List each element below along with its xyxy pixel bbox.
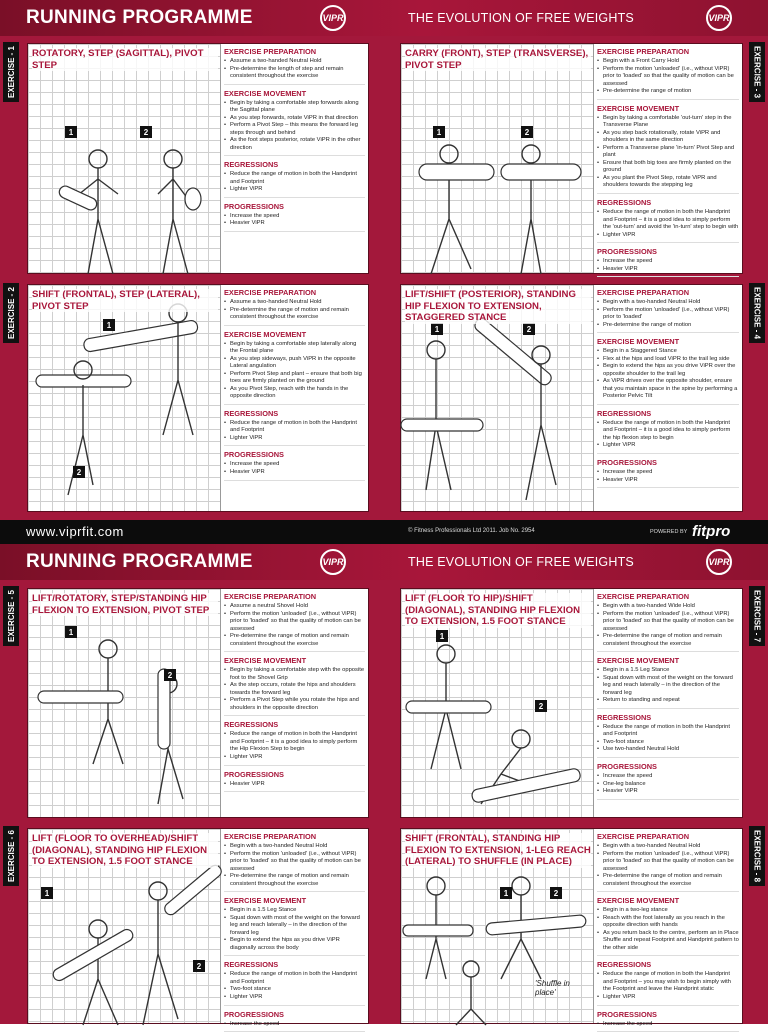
- progressions-list: [597, 1021, 739, 1032]
- list-item: • Assume a neutral Shovel Hold: [224, 603, 365, 611]
- regressions-list: [224, 731, 365, 765]
- step-number-badge: 1: [431, 323, 443, 335]
- movement-list: [597, 115, 739, 194]
- section-heading: REGRESSIONS: [224, 720, 365, 729]
- banner-title: RUNNING PROGRAMME: [26, 7, 253, 29]
- figure-illustration: [401, 44, 594, 275]
- list-item: • Reduce the range of motion in both the Handprint and Footprint – it is a good idea to simply perform the hip flexion step to begin: [597, 420, 739, 443]
- prep-list: [224, 603, 365, 652]
- regressions-list: [597, 971, 739, 1005]
- step-number-badge: 2: [550, 887, 562, 899]
- exercise-title: LIFT (FLOOR TO HIP)/SHIFT (DIAGONAL), STANDING HIP FLEXION TO EXTENSION, 1.5 FOOT STANCE: [405, 593, 591, 628]
- section-heading: EXERCISE MOVEMENT: [224, 656, 365, 665]
- list-item: • Increase the speed: [597, 773, 739, 781]
- exercise-info: [597, 591, 739, 815]
- list-item: • As the step occurs, rotate the hips and shoulders towards the forward leg: [224, 682, 365, 697]
- progressions-list: [224, 1021, 365, 1032]
- section-heading: REGRESSIONS: [597, 960, 739, 969]
- exercise-title: ROTATORY, STEP (SAGITTAL), PIVOT STEP: [32, 48, 218, 71]
- section-heading: PROGRESSIONS: [224, 202, 365, 211]
- regressions-list: [597, 420, 739, 454]
- list-item: • Pre-determine the range of motion and remain consistent throughout the exercise: [224, 633, 365, 648]
- regressions-list: [224, 420, 365, 447]
- list-item: • Reduce the range of motion in both the Handprint and Footprint: [597, 724, 739, 739]
- list-item: • Pre-determine the range of motion and remain consistent throughout the exercise: [224, 307, 365, 322]
- exercise-card-4: [400, 284, 743, 512]
- list-item: • Begin in a Staggered Stance: [597, 348, 739, 356]
- exercise-info: [224, 831, 365, 1021]
- vipr-logo-icon: VIPR: [706, 5, 732, 31]
- exercise-title: SHIFT (FRONTAL), STANDING HIP FLEXION TO EXTENSION, 1-LEG REACH (LATERAL) TO SHUFFLE (IN PLACE): [405, 833, 591, 868]
- movement-list: [597, 907, 739, 956]
- exercise-illustration: [28, 44, 221, 273]
- section-heading: EXERCISE MOVEMENT: [224, 89, 365, 98]
- exercise-side-tag: EXERCISE - 6: [3, 826, 19, 886]
- section-heading: EXERCISE PREPARATION: [597, 47, 739, 56]
- list-item: • Perform the motion 'unloaded' (i.e., without ViPR) prior to 'loaded' so that the quality of motion can be assessed: [597, 66, 739, 89]
- exercise-info: [224, 46, 365, 271]
- section-heading: REGRESSIONS: [224, 960, 365, 969]
- list-item: • Reduce the range of motion in both the Handprint and Footprint – it is a good idea to simply perform the Hip Flexion Step to begin: [224, 731, 365, 754]
- prep-list: [224, 58, 365, 85]
- bottom-banner: [0, 544, 768, 580]
- regressions-list: [597, 209, 739, 243]
- list-item: • Begin with a two-handed Wide Hold: [597, 603, 739, 611]
- section-heading: PROGRESSIONS: [597, 458, 739, 467]
- list-item: • Flex at the hips and load ViPR to the trail leg side: [597, 356, 739, 364]
- exercise-illustration: [28, 589, 221, 817]
- list-item: • Lighter ViPR: [224, 754, 365, 762]
- list-item: • Lighter ViPR: [224, 435, 365, 443]
- movement-list: [597, 667, 739, 709]
- exercise-card-8: [400, 828, 743, 1024]
- exercise-title: LIFT/ROTATORY, STEP/STANDING HIP FLEXION TO EXTENSION, PIVOT STEP: [32, 593, 218, 616]
- exercise-card-6: [27, 828, 369, 1024]
- section-heading: EXERCISE PREPARATION: [224, 832, 365, 841]
- list-item: • Pre-determine the range of motion and remain consistent throughout the exercise: [597, 633, 739, 648]
- list-item: • As ViPR drives over the opposite shoulder, ensure that you maintain space in the spine by performing a Posterior Pelvic Tilt: [597, 378, 739, 401]
- regressions-list: [224, 171, 365, 198]
- list-item: • Perform a Pivot Step – this means the forward leg steps through and behind: [224, 122, 365, 137]
- exercise-title: LIFT/SHIFT (POSTERIOR), STANDING HIP FLEXION TO EXTENSION, STAGGERED STANCE: [405, 289, 591, 324]
- prep-list: [597, 603, 739, 652]
- list-item: • As you return back to the centre, perform an in Place Shuffle and repeat Footprint and Handprint pattern to the other side: [597, 930, 739, 953]
- list-item: • Lighter ViPR: [224, 186, 365, 194]
- list-item: • Begin in a 1.5 Leg Stance: [597, 667, 739, 675]
- footer-powered-by: POWERED BY: [650, 529, 687, 535]
- list-item: • Begin with a two-handed Neutral Hold: [224, 843, 365, 851]
- list-item: • Heavier ViPR: [224, 220, 365, 228]
- list-item: • Lighter ViPR: [597, 442, 739, 450]
- list-item: • Squat down with most of the weight on the forward leg and reach laterally – in the direction of the forward leg: [224, 915, 365, 938]
- list-item: • Lighter ViPR: [224, 994, 365, 1002]
- section-heading: EXERCISE PREPARATION: [597, 288, 739, 297]
- list-item: • Ensure that both big toes are firmly planted on the ground: [597, 160, 739, 175]
- step-number-badge: 2: [164, 669, 176, 681]
- list-item: • Begin in a 1.5 Leg Stance: [224, 907, 365, 915]
- list-item: • Assume a two-handed Neutral Hold: [224, 58, 365, 66]
- section-heading: EXERCISE PREPARATION: [597, 832, 739, 841]
- list-item: • Perform the motion 'unloaded' (i.e., without ViPR) prior to 'loaded': [597, 307, 739, 322]
- banner-title: RUNNING PROGRAMME: [26, 551, 253, 573]
- step-number-badge: 2: [73, 466, 85, 478]
- list-item: • Return to standing and repeat: [597, 697, 739, 705]
- progressions-list: [597, 469, 739, 488]
- list-item: • As you step sideways, push ViPR in the opposite Lateral angulation: [224, 356, 365, 371]
- list-item: • Begin with a two-handed Neutral Hold: [597, 299, 739, 307]
- progressions-list: [597, 258, 739, 277]
- section-heading: REGRESSIONS: [224, 409, 365, 418]
- prep-list: [597, 299, 739, 333]
- regressions-list: [597, 724, 739, 758]
- exercise-card-5: [27, 588, 369, 818]
- list-item: • Increase the speed: [597, 469, 739, 477]
- exercise-title: CARRY (FRONT), STEP (TRANSVERSE), PIVOT STEP: [405, 48, 591, 71]
- prep-list: [597, 843, 739, 892]
- exercise-info: [597, 46, 739, 271]
- regressions-list: [224, 971, 365, 1005]
- list-item: • As you step back rotationally, rotate ViPR and shoulders in the same direction: [597, 130, 739, 145]
- section-heading: EXERCISE MOVEMENT: [224, 896, 365, 905]
- footer-url[interactable]: www.viprfit.com: [26, 524, 124, 539]
- list-item: • Pre-determine the range of motion: [597, 322, 739, 330]
- exercise-title: SHIFT (FRONTAL), STEP (LATERAL), PIVOT STEP: [32, 289, 218, 312]
- list-item: • Use two-handed Neutral Hold: [597, 746, 739, 754]
- section-heading: EXERCISE PREPARATION: [597, 592, 739, 601]
- list-item: • Pre-determine the length of step and remain consistent throughout the exercise: [224, 66, 365, 81]
- list-item: • Reduce the range of motion in both the Handprint and Footprint: [224, 420, 365, 435]
- fitpro-logo: fitpro: [692, 523, 730, 540]
- list-item: • Begin by taking a comfortable step laterally along the Frontal plane: [224, 341, 365, 356]
- list-item: • Heavier ViPR: [597, 788, 739, 796]
- exercise-info: [224, 287, 365, 509]
- list-item: • Perform a Pivot Step while you rotate the hips and shoulders in the opposite direction: [224, 697, 365, 712]
- section-heading: PROGRESSIONS: [224, 1010, 365, 1019]
- list-item: • As the foot steps posterior, rotate ViPR in the other direction: [224, 137, 365, 152]
- vipr-logo-icon: VIPR: [320, 5, 346, 31]
- top-banner: [0, 0, 768, 36]
- exercise-title: LIFT (FLOOR TO OVERHEAD)/SHIFT (DIAGONAL), STANDING HIP FLEXION TO EXTENSION, 1.5 FOOT STANCE: [32, 833, 218, 868]
- list-item: • Perform the motion 'unloaded' (i.e., without ViPR) prior to 'loaded' so that the quality of motion can be assessed: [597, 851, 739, 874]
- list-item: • Heavier ViPR: [597, 266, 739, 274]
- list-item: • Begin by taking a comfortable step forwards along the Sagittal plane: [224, 100, 365, 115]
- list-item: • Increase the speed: [597, 258, 739, 266]
- list-item: • Lighter ViPR: [597, 232, 739, 240]
- list-item: • Begin by taking a comfortable 'out-turn' step in the Transverse Plane: [597, 115, 739, 130]
- vipr-logo-icon: VIPR: [706, 549, 732, 575]
- progressions-list: [224, 781, 365, 793]
- section-heading: EXERCISE PREPARATION: [224, 288, 365, 297]
- section-heading: REGRESSIONS: [597, 409, 739, 418]
- list-item: • Begin with a two-handed Neutral Hold: [597, 843, 739, 851]
- exercise-illustration: [401, 44, 594, 273]
- list-item: • Begin with a Front Carry Hold: [597, 58, 739, 66]
- movement-list: [597, 348, 739, 405]
- exercise-side-tag: EXERCISE - 8: [749, 826, 765, 886]
- list-item: • Begin by taking a comfortable step with the opposite foot to the Shovel Grip: [224, 667, 365, 682]
- list-item: • Increase the speed: [224, 1021, 365, 1029]
- list-item: • Perform the motion 'unloaded' (i.e., without ViPR) prior to 'loaded' so that the quality of motion can be assessed: [224, 611, 365, 634]
- section-heading: PROGRESSIONS: [597, 762, 739, 771]
- prep-list: [224, 299, 365, 326]
- list-item: • Reduce the range of motion in both the Handprint and Footprint: [224, 971, 365, 986]
- list-item: • Heavier ViPR: [224, 469, 365, 477]
- list-item: • Heavier ViPR: [224, 781, 365, 789]
- list-item: • As you plant the Pivot Step, rotate ViPR and shoulders towards the stepping leg: [597, 175, 739, 190]
- list-item: • Begin in a two-leg stance: [597, 907, 739, 915]
- list-item: • Pre-determine the range of motion and remain consistent throughout the exercise: [224, 873, 365, 888]
- section-heading: EXERCISE MOVEMENT: [597, 337, 739, 346]
- exercise-side-tag: EXERCISE - 7: [749, 586, 765, 646]
- list-item: • Two-foot stance: [224, 986, 365, 994]
- section-heading: PROGRESSIONS: [224, 450, 365, 459]
- figure-illustration: [28, 589, 221, 819]
- list-item: • Reduce the range of motion in both the Handprint and Footprint – you may wish to begin simply with the Footprint and leave the Handprint static: [597, 971, 739, 994]
- list-item: • Increase the speed: [224, 461, 365, 469]
- exercise-illustration: [28, 285, 221, 511]
- section-heading: PROGRESSIONS: [597, 1010, 739, 1019]
- list-item: • Two-foot stance: [597, 739, 739, 747]
- list-item: • Perform Pivot Step and plant – ensure that both big toes are firmly planted on the ground: [224, 371, 365, 386]
- step-number-badge: 1: [500, 887, 512, 899]
- movement-list: [224, 341, 365, 405]
- step-number-badge: 2: [140, 126, 152, 138]
- list-item: • Reduce the range of motion in both the Handprint and Footprint – it is a good idea to simply perform the 'out-turn' and avoid the 'in-turn' step to begin with: [597, 209, 739, 232]
- exercise-card-1: [27, 43, 369, 274]
- step-number-badge: 2: [193, 960, 205, 972]
- list-item: • Squat down with most of the weight on the forward leg and reach laterally – in the direction of the forward leg: [597, 675, 739, 698]
- banner-tagline: THE EVOLUTION OF FREE WEIGHTS: [408, 11, 634, 25]
- progressions-list: [597, 773, 739, 800]
- list-item: • As you step forwards, rotate ViPR in that direction: [224, 115, 365, 123]
- exercise-side-tag: EXERCISE - 3: [749, 42, 765, 102]
- prep-list: [597, 58, 739, 100]
- exercise-side-tag: EXERCISE - 1: [3, 42, 19, 102]
- footer-copyright: © Fitness Professionals Ltd 2011. Job No. 2954: [408, 528, 535, 534]
- section-heading: EXERCISE PREPARATION: [224, 592, 365, 601]
- banner-tagline: THE EVOLUTION OF FREE WEIGHTS: [408, 555, 634, 569]
- list-item: • Perform the motion 'unloaded' (i.e., without ViPR) prior to 'loaded' so that the quality of motion can be assessed: [224, 851, 365, 874]
- list-item: • Begin to extend the hips as you drive ViPR diagonally across the body: [224, 937, 365, 952]
- list-item: • Pre-determine the range of motion: [597, 88, 739, 96]
- list-item: • Lighter ViPR: [597, 994, 739, 1002]
- list-item: • Assume a two-handed Neutral Hold: [224, 299, 365, 307]
- progressions-list: [224, 461, 365, 480]
- exercise-card-3: [400, 43, 743, 274]
- section-heading: REGRESSIONS: [224, 160, 365, 169]
- section-heading: EXERCISE MOVEMENT: [597, 104, 739, 113]
- exercise-side-tag: EXERCISE - 2: [3, 283, 19, 343]
- shuffle-caption: 'Shuffle in place': [535, 979, 575, 997]
- step-number-badge: 2: [521, 126, 533, 138]
- section-heading: EXERCISE MOVEMENT: [597, 656, 739, 665]
- list-item: • Increase the speed: [224, 213, 365, 221]
- list-item: • Increase the speed: [597, 1021, 739, 1029]
- movement-list: [224, 100, 365, 157]
- exercise-info: [224, 591, 365, 815]
- exercise-side-tag: EXERCISE - 5: [3, 586, 19, 646]
- list-item: • As you Pivot Step, reach with the hands in the opposite direction: [224, 386, 365, 401]
- exercise-info: [597, 287, 739, 509]
- progressions-list: [224, 213, 365, 232]
- list-item: • Pre-determine the range of motion and remain consistent throughout the exercise: [597, 873, 739, 888]
- section-heading: PROGRESSIONS: [597, 247, 739, 256]
- movement-list: [224, 667, 365, 716]
- footer: [0, 520, 768, 544]
- step-number-badge: 1: [436, 630, 448, 642]
- section-heading: EXERCISE MOVEMENT: [224, 330, 365, 339]
- list-item: • Heavier ViPR: [597, 477, 739, 485]
- step-number-badge: 1: [65, 626, 77, 638]
- exercise-side-tag: EXERCISE - 4: [749, 283, 765, 343]
- vipr-logo-icon: VIPR: [320, 549, 346, 575]
- list-item: • Perform a Transverse plane 'in-turn' Pivot Step and plant: [597, 145, 739, 160]
- list-item: • Perform the motion 'unloaded' (i.e., without ViPR) prior to 'loaded' so that the quality of motion can be assessed: [597, 611, 739, 634]
- prep-list: [224, 843, 365, 892]
- section-heading: REGRESSIONS: [597, 198, 739, 207]
- movement-list: [224, 907, 365, 956]
- list-item: • Reach with the foot laterally as you reach in the opposite direction with hands: [597, 915, 739, 930]
- step-number-badge: 1: [103, 319, 115, 331]
- section-heading: PROGRESSIONS: [224, 770, 365, 779]
- exercise-card-7: [400, 588, 743, 818]
- section-heading: REGRESSIONS: [597, 713, 739, 722]
- exercise-card-2: [27, 284, 369, 512]
- list-item: • Begin to extend the hips as you drive ViPR over the opposite shoulder to the trail leg: [597, 363, 739, 378]
- figure-illustration: [28, 44, 221, 275]
- section-heading: EXERCISE MOVEMENT: [597, 896, 739, 905]
- step-number-badge: 1: [65, 126, 77, 138]
- step-number-badge: 1: [41, 887, 53, 899]
- step-number-badge: 2: [535, 700, 547, 712]
- list-item: • Reduce the range of motion in both the Handprint and Footprint: [224, 171, 365, 186]
- step-number-badge: 1: [433, 126, 445, 138]
- exercise-info: [597, 831, 739, 1021]
- section-heading: EXERCISE PREPARATION: [224, 47, 365, 56]
- list-item: • One-leg balance: [597, 781, 739, 789]
- figure-illustration: [28, 285, 221, 513]
- step-number-badge: 2: [523, 323, 535, 335]
